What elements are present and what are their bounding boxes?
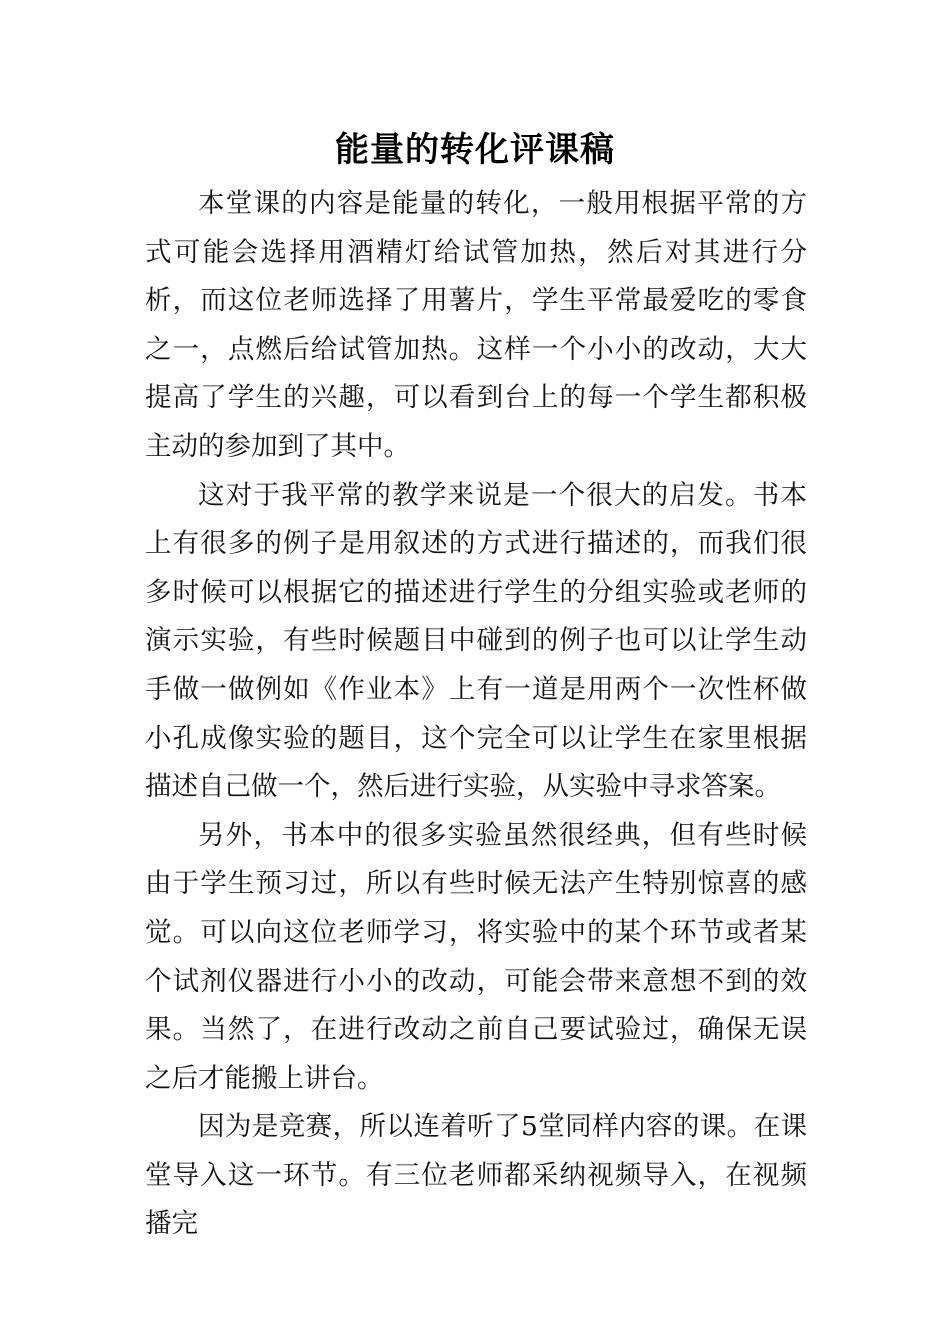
paragraph: 这对于我平常的教学来说是一个很大的启发。书本上有很多的例子是用叙述的方式进行描述的，而我们很多时候可以根据它的描述进行学生的分组实验或老师的演示实验，有些时候题目中碰到的例子也可以让学生动手做一做例如《作业本》上有一道是用两个一次性杯做小孔成像实验的题目，这个完全可以让学生在家里根据描述自己做一个，然后进行实验，从实验中寻求答案。 <box>145 479 807 803</box>
paragraph: 因为是竞赛，所以连着听了5堂同样内容的课。在课堂导入这一环节。有三位老师都采纳视频导入，在视频播完 <box>145 1111 807 1240</box>
document-body <box>145 180 807 1249</box>
paragraph: 另外，书本中的很多实验虽然很经典，但有些时候由于学生预习过，所以有些时候无法产生特别惊喜的感觉。可以向这位老师学习，将实验中的某个环节或者某个试剂仪器进行小小的改动，可能会带来意想不到的效果。当然了，在进行改动之前自己要试验过，确保无误之后才能搬上讲台。 <box>145 819 807 1094</box>
paragraph: 本堂课的内容是能量的转化，一般用根据平常的方式可能会选择用酒精灯给试管加热，然后对其进行分析，而这位老师选择了用薯片，学生平常最爱吃的零食之一，点燃后给试管加热。这样一个小小的改动，大大提高了学生的兴趣，可以看到台上的每一个学生都积极主动的参加到了其中。 <box>145 188 807 462</box>
document-title: 能量的转化评课稿 <box>335 130 615 170</box>
